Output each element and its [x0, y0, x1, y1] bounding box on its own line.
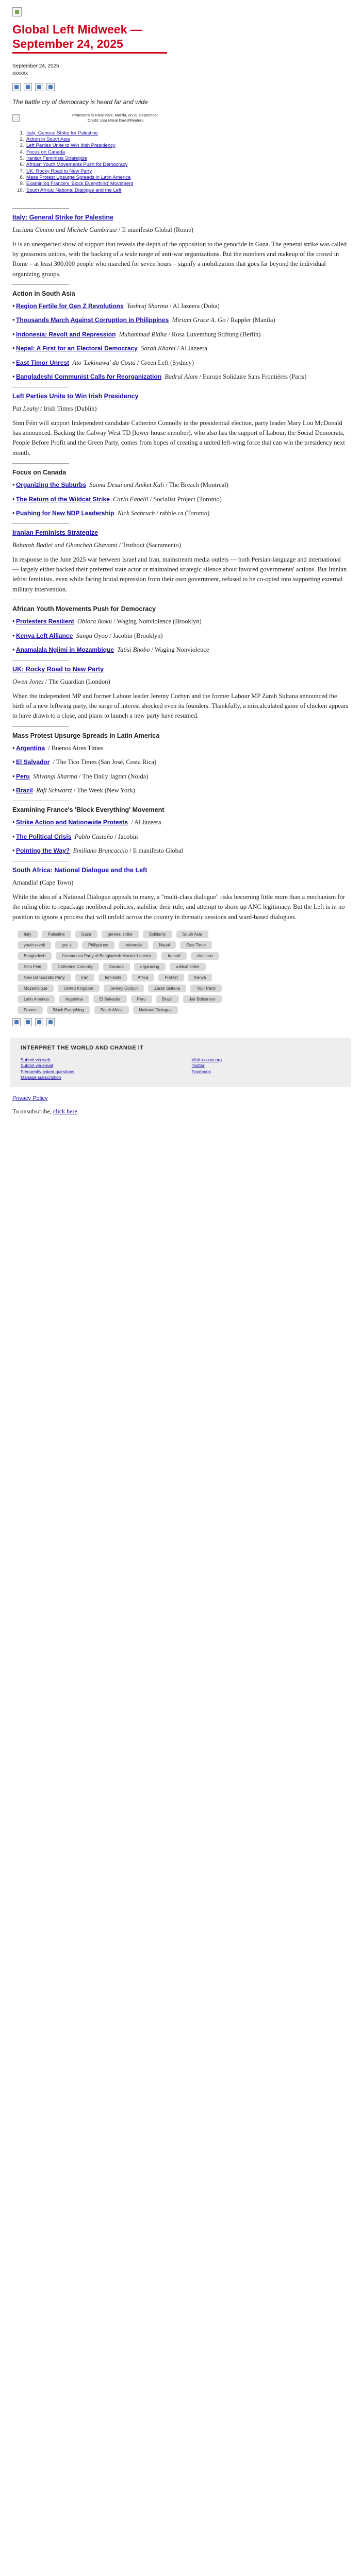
list-item: • Nepal: A First for an Electoral Democracy Sarah Kharel / Al Jazeera: [12, 344, 349, 353]
list-item: • East Timor Unrest Ato 'Lekinawa' da Costa / Green Left (Sydney): [12, 358, 349, 368]
list-item: • Region Fertile for Gen Z Revolutions Yashraj Sharma / Al Jazeera (Doha): [12, 301, 349, 311]
link-list: [12, 818, 349, 856]
tagline: The battle cry of democracy is heard far and wide: [12, 98, 148, 106]
footer-heading: INTERPRET THE WORLD AND CHANGE IT: [21, 1044, 144, 1051]
section-title: Left Parties Unite to Win Irish Presidency: [12, 393, 139, 400]
toc-item[interactable]: 6. African Youth Movements Push for Democracy: [25, 162, 349, 168]
section-title: South Africa: National Dialogue and the Left: [12, 867, 147, 874]
list-item: • Anamalala Ngiimi in Mozambique Tatisi Bhobo / Waging Nonviolence: [12, 645, 349, 655]
toc-item[interactable]: 7. UK: Rocky Road to New Party: [25, 168, 349, 175]
byline: Owen Jones / The Guardian (London): [12, 678, 110, 686]
section-ireland: [12, 393, 349, 458]
link-list: [12, 301, 349, 382]
list-item: • Pointing the Way? Emiliano Brancaccio / Il manifesto Global: [12, 846, 349, 856]
tag-pill[interactable]: Sinn Fein: [18, 963, 47, 971]
tag-pill[interactable]: South Asia: [176, 930, 208, 938]
tag-pill[interactable]: National Dialogue: [133, 1006, 178, 1014]
section-title: Focus on Canada: [12, 469, 67, 477]
section-italy: [12, 214, 349, 279]
tag-pill[interactable]: youth revolt: [18, 941, 51, 949]
share-icon[interactable]: [46, 83, 55, 91]
section-south-asia: [12, 290, 349, 382]
link-list: [12, 480, 349, 518]
tag-pill[interactable]: Block Everything: [47, 1006, 90, 1014]
hero-image: [12, 113, 349, 123]
toc-item[interactable]: 3. Left Parties Unite to Win Irish Presidency: [25, 143, 349, 149]
section-canada: [12, 469, 349, 518]
link-list: [12, 743, 349, 796]
tag-pill[interactable]: Mozambique: [18, 985, 54, 992]
list-item: • Organizing the Suburbs Saima Desai and Aniket Kali / The Breach (Montreal): [12, 480, 349, 490]
tag-pill[interactable]: United Kingdom: [58, 985, 100, 992]
tag-cloud: [18, 930, 224, 1014]
toc-item[interactable]: 4. Focus on Canada: [25, 149, 349, 156]
list-item: • The Return of the Wildcat Strike Carlo Fanelli / Socialist Project (Toronto): [12, 495, 349, 504]
issue-meta: [12, 63, 349, 77]
byline: Luciana Cimino and Michele Gambirasi / Il manifesto Global (Rome): [12, 226, 193, 234]
unsubscribe-line: To unsubscribe, click here.: [12, 1107, 79, 1115]
list-item: • Protesters Resilient Obiora Ikoku / Waging Nonviolence (Brooklyn): [12, 617, 349, 626]
tag-pill[interactable]: Ireland: [161, 952, 186, 960]
footer-link[interactable]: Facebook: [191, 1069, 211, 1074]
footer-links-right: [192, 1057, 222, 1081]
list-item: • Argentina / Buenos Aires Times: [12, 743, 349, 753]
section-title: African Youth Movements Push for Democracy: [12, 605, 156, 613]
tag-pill[interactable]: Brazil: [156, 995, 179, 1003]
unsubscribe-link[interactable]: click here: [53, 1107, 77, 1115]
link-list: [12, 617, 349, 655]
section-uk: [12, 666, 349, 721]
footer-link[interactable]: Submit via web: [21, 1057, 51, 1062]
toc-item[interactable]: 1. Italy: General Strike for Palestine: [25, 130, 349, 137]
list-item: • The Political Crisis Pablo Castaño / Jacobin: [12, 832, 349, 842]
article-summary: When the independent MP and former Labour leader Jeremy Corbyn and the former Labour MP Zarah Sultana announced the birth of a new leftwing party, the surge of interest shocked even its founders. Thankfully, a miscalculated game of chicken appears to have drawn to a close, and plans to launch a new party have resumed.: [12, 692, 349, 720]
article-summary: Sinn Féin will support Independent candidate Catherine Connolly in the presidential election, party leader Mary Lou McDonald has announced. Backing the Galway West TD [lower house member], who also has the support of Labour, the Social Democrats, People Before Profit and the Green Party, comes from hopes of creating a united left-wing force that can win the presidency next month.: [12, 419, 345, 456]
tag-pill[interactable]: Italy: [18, 930, 38, 938]
tag-pill[interactable]: Kenya: [188, 974, 212, 981]
toc-item[interactable]: 10. South Africa: National Dialogue and the Left: [25, 188, 349, 194]
tag-pill[interactable]: Palestine: [42, 930, 71, 938]
share-bar: [12, 83, 349, 91]
tag-pill[interactable]: Zarah Sultana: [148, 985, 186, 992]
image-caption: Protesters in Rizal Park, Manila, on 21 September. Credit: Lisa Marie David/Reuters: [72, 113, 159, 123]
footer-box: [10, 1038, 351, 1087]
byline: Bahareh Badiei and Ghoncheh Ghavami / Truthout (Sacramento): [12, 541, 181, 549]
tag-pill[interactable]: Catherine Connolly: [52, 963, 99, 971]
tag-pill[interactable]: Bangladesh: [18, 952, 52, 960]
tag-pill[interactable]: general strike: [102, 930, 139, 938]
tag-pill[interactable]: East Timor: [180, 941, 212, 949]
image-placeholder-icon: [12, 114, 20, 122]
tag-pill[interactable]: Indonesia: [119, 941, 149, 949]
section-france: [12, 806, 349, 856]
list-item: • El Salvador / The Tico Times (San José, Costa Rica): [12, 757, 349, 767]
footer-link[interactable]: Manage subscription: [21, 1075, 61, 1080]
byline: Pat Leahy / Irish Times (Dublin): [12, 405, 97, 413]
divider: [12, 284, 69, 285]
toc-item[interactable]: 5. Iranian Feminists Strategize: [25, 156, 349, 162]
list-item: • Kenya Left Alliance Sungu Oyoo / Jacobin (Brooklyn): [12, 631, 349, 641]
tag-pill[interactable]: Nepal: [153, 941, 176, 949]
share-icon[interactable]: [46, 1018, 55, 1026]
tag-pill[interactable]: Canada: [103, 963, 130, 971]
section-title: Mass Protest Upsurge Spreads in Latin America: [12, 732, 160, 739]
newsletter-title: Global Left Midweek — September 24, 2025: [12, 23, 167, 54]
tag-pill[interactable]: France: [18, 1006, 43, 1014]
share-bar: [12, 1018, 349, 1026]
list-item: • Brazil Rafi Schwartz / The Week (New York): [12, 786, 349, 795]
privacy-link[interactable]: Privacy Policy: [12, 1095, 48, 1101]
byline: Amandla! (Cape Town): [12, 879, 74, 887]
issue-code: xxxxxx: [12, 70, 28, 76]
list-item: • Pushing for New NDP Leadership Nick Seebruch / rabble.ca (Toronto): [12, 509, 349, 518]
footer-links-left: [21, 1057, 74, 1081]
newsletter-page: [0, 0, 361, 1126]
tag-pill[interactable]: organizing: [134, 963, 166, 971]
tag-pill[interactable]: Peru: [131, 995, 152, 1003]
footer-link[interactable]: Twitter: [191, 1063, 205, 1069]
section-title: Iranian Feminists Strategize: [12, 529, 99, 537]
share-icon[interactable]: [24, 1018, 32, 1026]
list-item: • Strike Action and Nationwide Protests / Al Jazeera: [12, 818, 349, 827]
footer-link[interactable]: Submit via email: [21, 1063, 53, 1069]
toc-item[interactable]: 9. Examining France's 'Block Everything' Movement: [25, 181, 349, 187]
divider: [12, 523, 69, 524]
tag-pill[interactable]: Jeremy Corbyn: [104, 985, 144, 992]
tag-pill[interactable]: Philippines: [82, 941, 114, 949]
article-summary: It is an unexpected show of support that reveals the depth of the opposition to the genocide in Gaza. The general strike was called by grassroots unions, with the backing of a wide range of anti-war organizations. But the numbers and makeup of the crowd in Rome – at least 300,000 people who marched for seven hours – signify a mobilization that goes far beyond the individual organizing groups.: [12, 240, 347, 278]
tag-pill[interactable]: Communist Party of Bangladesh Marxist-Leninist: [56, 952, 157, 960]
list-item: • Bangladeshi Communist Calls for Reorganization Badrul Alam / Europe Solidaire Sans Frontières (Paris): [12, 372, 349, 382]
footer-links: [21, 1057, 222, 1081]
tag-pill[interactable]: Argentina: [59, 995, 89, 1003]
share-icon[interactable]: [12, 1018, 21, 1026]
tag-pill[interactable]: Your Party: [190, 985, 222, 992]
footer-link[interactable]: Visit xxxxxx.org: [191, 1057, 222, 1062]
list-item: • Thousands March Against Corruption in Philippines Miriam Grace A. Go / Rappler (Manila): [12, 315, 349, 325]
tag-pill[interactable]: Latin America: [18, 995, 55, 1003]
tag-pill[interactable]: Protest: [158, 974, 184, 981]
tag-pill[interactable]: feminists: [99, 974, 127, 981]
tag-pill[interactable]: Gaza: [75, 930, 97, 938]
footer-link[interactable]: Frequently asked questions: [21, 1069, 74, 1074]
article-summary: In response to the June 2025 war between Israel and Iran, mainstream media outlets — both Persian-language and international — largely either backed their preferred state actor or maintained strategic silence about favored governments' actions. But Iranian leftist feminists, even while facing brutal repression from their own government, refused to be co-opted into supporting external military intervention.: [12, 555, 347, 593]
list-item: • Indonesia: Revolt and Repression Muhammad Ridha / Rosa Luxemburg Stiftung (Berlin): [12, 330, 349, 340]
tag-pill[interactable]: South Africa: [94, 1006, 129, 1014]
list-item: • Peru Shivangi Sharma / The Daily Jagran (Noida): [12, 772, 349, 782]
divider: [12, 208, 69, 209]
divider: [12, 726, 69, 727]
tag-pill[interactable]: Iran: [75, 974, 95, 981]
tag-pill[interactable]: wildcat strike: [170, 963, 206, 971]
share-icon[interactable]: [35, 83, 43, 91]
section-title: Action in South Asia: [12, 290, 75, 297]
tag-pill[interactable]: El Salvador: [93, 995, 127, 1003]
share-icon[interactable]: [24, 83, 32, 91]
divider: [12, 463, 69, 464]
article-summary: While the idea of a National Dialogue appeals to many, a "multi-class dialogue" risks becoming little more than a mechanism for the ruling elite to repackage neoliberal policies, stabilise their rule, and attempt to shore up ANC legitimacy. But the Left is in no position to ignore a process that will unfold across the country in thematic sessions and ward-based dialogues.: [12, 893, 345, 921]
table-of-contents: [25, 130, 349, 194]
tag-pill[interactable]: gen z: [55, 941, 78, 949]
share-icon[interactable]: [35, 1018, 43, 1026]
tag-pill[interactable]: New Democratic Party: [18, 974, 71, 981]
tag-pill[interactable]: elections: [191, 952, 220, 960]
section-iran: [12, 529, 349, 595]
section-latin-america: [12, 732, 349, 796]
privacy-row: [12, 1095, 349, 1101]
section-title: Examining France's 'Block Everything' Movement: [12, 806, 165, 814]
share-icon[interactable]: [12, 83, 21, 91]
tag-pill[interactable]: Jair Bolsonaro: [183, 995, 222, 1003]
tag-pill[interactable]: Solidarity: [143, 930, 172, 938]
section-south-africa: [12, 867, 349, 922]
section-africa: [12, 605, 349, 655]
toc-item[interactable]: 8. Mass Protest Upsurge Spreads in Latin America: [25, 175, 349, 181]
logo-icon: [12, 7, 22, 16]
section-title: Italy: General Strike for Palestine: [12, 214, 113, 222]
tag-pill[interactable]: Africa: [132, 974, 154, 981]
issue-date: September 24, 2025: [12, 63, 59, 70]
toc-item[interactable]: 2. Action in South Asia: [25, 137, 349, 143]
section-title: UK: Rocky Road to New Party: [12, 666, 104, 673]
